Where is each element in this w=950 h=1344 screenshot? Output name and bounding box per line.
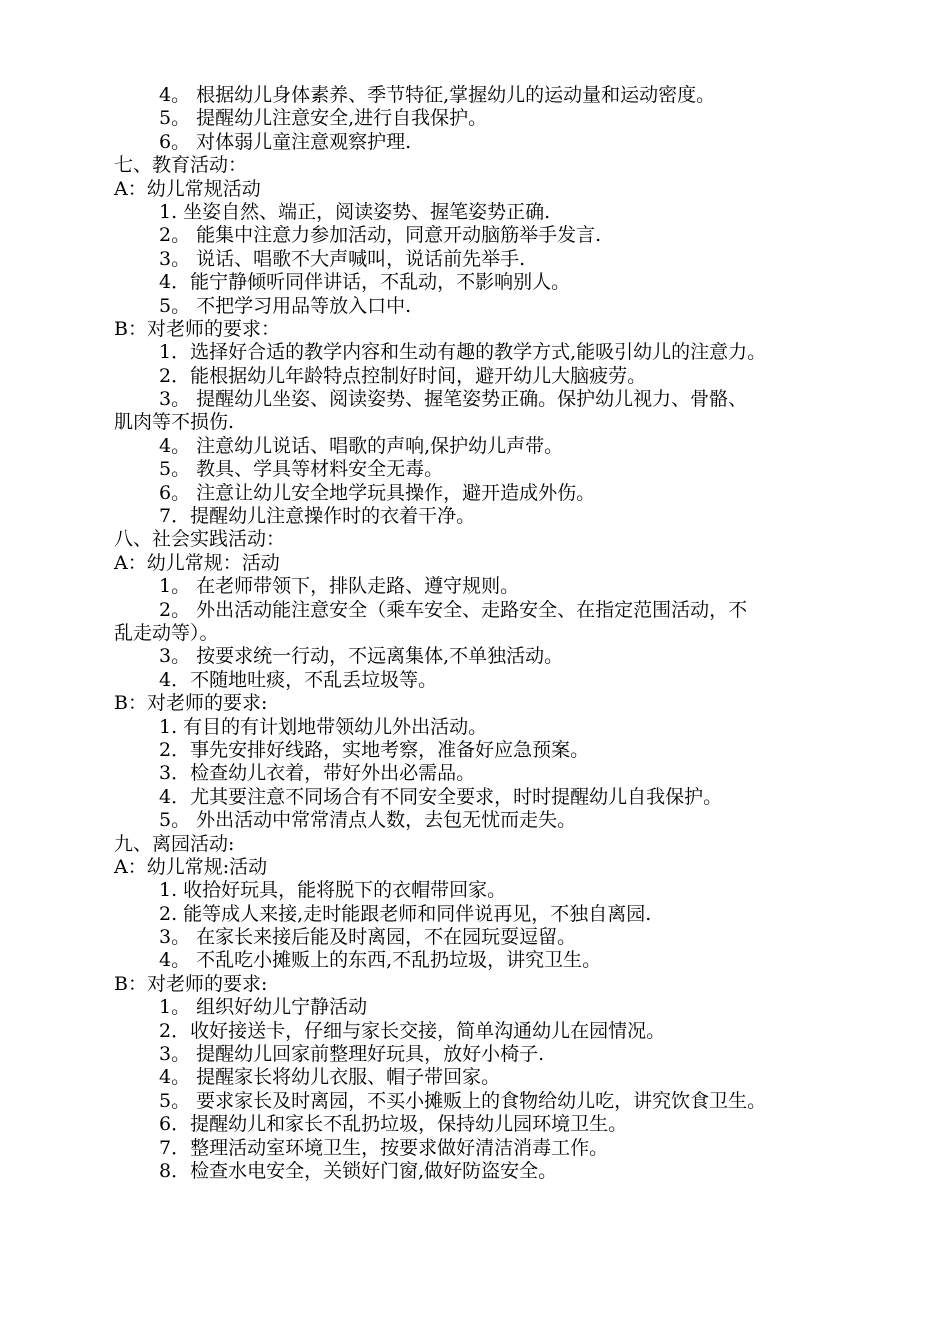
list-item: 2．事先安排好线路，实地考察，准备好应急预案。: [159, 738, 590, 761]
list-item: 5。 不把学习用品等放入口中.: [159, 294, 412, 317]
list-item-continuation: 乱走动等）。: [114, 621, 219, 644]
list-item: 3。 在家长来接后能及时离园，不在园玩耍逗留。: [159, 926, 577, 949]
list-item: 1. 有目的有计划地带领幼儿外出活动。: [159, 715, 488, 738]
list-item: 6。 注意让幼儿安全地学玩具操作，避开造成外伤。: [159, 481, 596, 504]
list-item: 4。 提醒家长将幼儿衣服、帽子带回家。: [159, 1066, 501, 1089]
section-heading: 八、社会实践活动：: [114, 528, 286, 551]
list-item: 3。 说话、唱歌不大声喊叫，说话前先举手.: [159, 247, 526, 270]
list-item: 6。 对体弱儿童注意观察护理.: [159, 130, 412, 153]
list-item: 5。 教具、学具等材料安全无毒。: [159, 458, 444, 481]
list-item: 8．检查水电安全，关锁好门窗,做好防盗安全。: [159, 1159, 558, 1182]
list-item: 1。 组织好幼儿宁静活动: [159, 996, 368, 1019]
list-item: 4．尤其要注意不同场合有不同安全要求，时时提醒幼儿自我保护。: [159, 785, 723, 808]
list-item: 3．检查幼儿衣着，带好外出必需品。: [159, 762, 476, 785]
list-item: 3。 提醒幼儿回家前整理好玩具，放好小椅子.: [159, 1043, 545, 1066]
list-item: 7．提醒幼儿注意操作时的衣着干净。: [159, 505, 476, 528]
list-item: 2．能根据幼儿年龄特点控制好时间，避开幼儿大脑疲劳。: [159, 364, 647, 387]
list-item: 1. 收拾好玩具，能将脱下的衣帽带回家。: [159, 879, 507, 902]
list-item: 2. 能等成人来接,走时能跟老师和同伴说再见，不独自离园.: [159, 902, 652, 925]
section-heading: 九、离园活动:: [114, 832, 235, 855]
document-body: [0, 84, 950, 1183]
section-heading: A：幼儿常规：活动: [114, 551, 280, 574]
list-item: 2．收好接送卡，仔细与家长交接，简单沟通幼儿在园情况。: [159, 1019, 666, 1042]
list-item: 1．选择好合适的教学内容和生动有趣的教学方式,能吸引幼儿的注意力。: [159, 341, 767, 364]
section-heading: B：对老师的要求:: [114, 692, 268, 715]
section-heading: B：对老师的要求：: [114, 317, 280, 340]
list-item: 5。 提醒幼儿注意安全,进行自我保护。: [159, 107, 488, 130]
list-item-continuation: 肌肉等不损伤.: [114, 411, 235, 434]
list-item: 4。 不乱吃小摊贩上的东西,不乱扔垃圾，讲究卫生。: [159, 949, 602, 972]
list-item: 5。 外出活动中常常清点人数，去包无忧而走失。: [159, 809, 577, 832]
list-item: 3。 按要求统一行动，不远离集体,不单独活动。: [159, 645, 564, 668]
list-item: 2。 能集中注意力参加活动，同意开动脑筋举手发言.: [159, 224, 602, 247]
list-item: 4．能宁静倾听同伴讲话，不乱动，不影响别人。: [159, 271, 571, 294]
section-heading: A：幼儿常规:活动: [114, 855, 268, 878]
list-item: 4。 注意幼儿说话、唱歌的声响,保护幼儿声带。: [159, 434, 564, 457]
list-item: 5。 要求家长及时离园，不买小摊贩上的食物给幼儿吃，讲究饮食卫生。: [159, 1089, 767, 1112]
section-heading: 七、教育活动：: [114, 154, 248, 177]
list-item: 1。 在老师带领下，排队走路、遵守规则。: [159, 575, 520, 598]
section-heading: A：幼儿常规活动: [114, 177, 261, 200]
section-heading: B：对老师的要求:: [114, 972, 268, 995]
list-item: 6．提醒幼儿和家长不乱扔垃圾，保持幼儿园环境卫生。: [159, 1113, 628, 1136]
list-item: 3。 提醒幼儿坐姿、阅读姿势、握笔姿势正确。保护幼儿视力、骨骼、: [159, 388, 748, 411]
list-item: 7．整理活动室环境卫生，按要求做好清洁消毒工作。: [159, 1136, 609, 1159]
list-item: 2。 外出活动能注意安全（乘车安全、走路安全、在指定范围活动，不: [159, 598, 748, 621]
list-item: 4．不随地吐痰，不乱丢垃圾等。: [159, 668, 438, 691]
list-item: 4。 根据幼儿身体素养、季节特征,掌握幼儿的运动量和运动密度。: [159, 84, 716, 106]
list-item: 1. 坐姿自然、端正，阅读姿势、握笔姿势正确.: [159, 200, 551, 223]
